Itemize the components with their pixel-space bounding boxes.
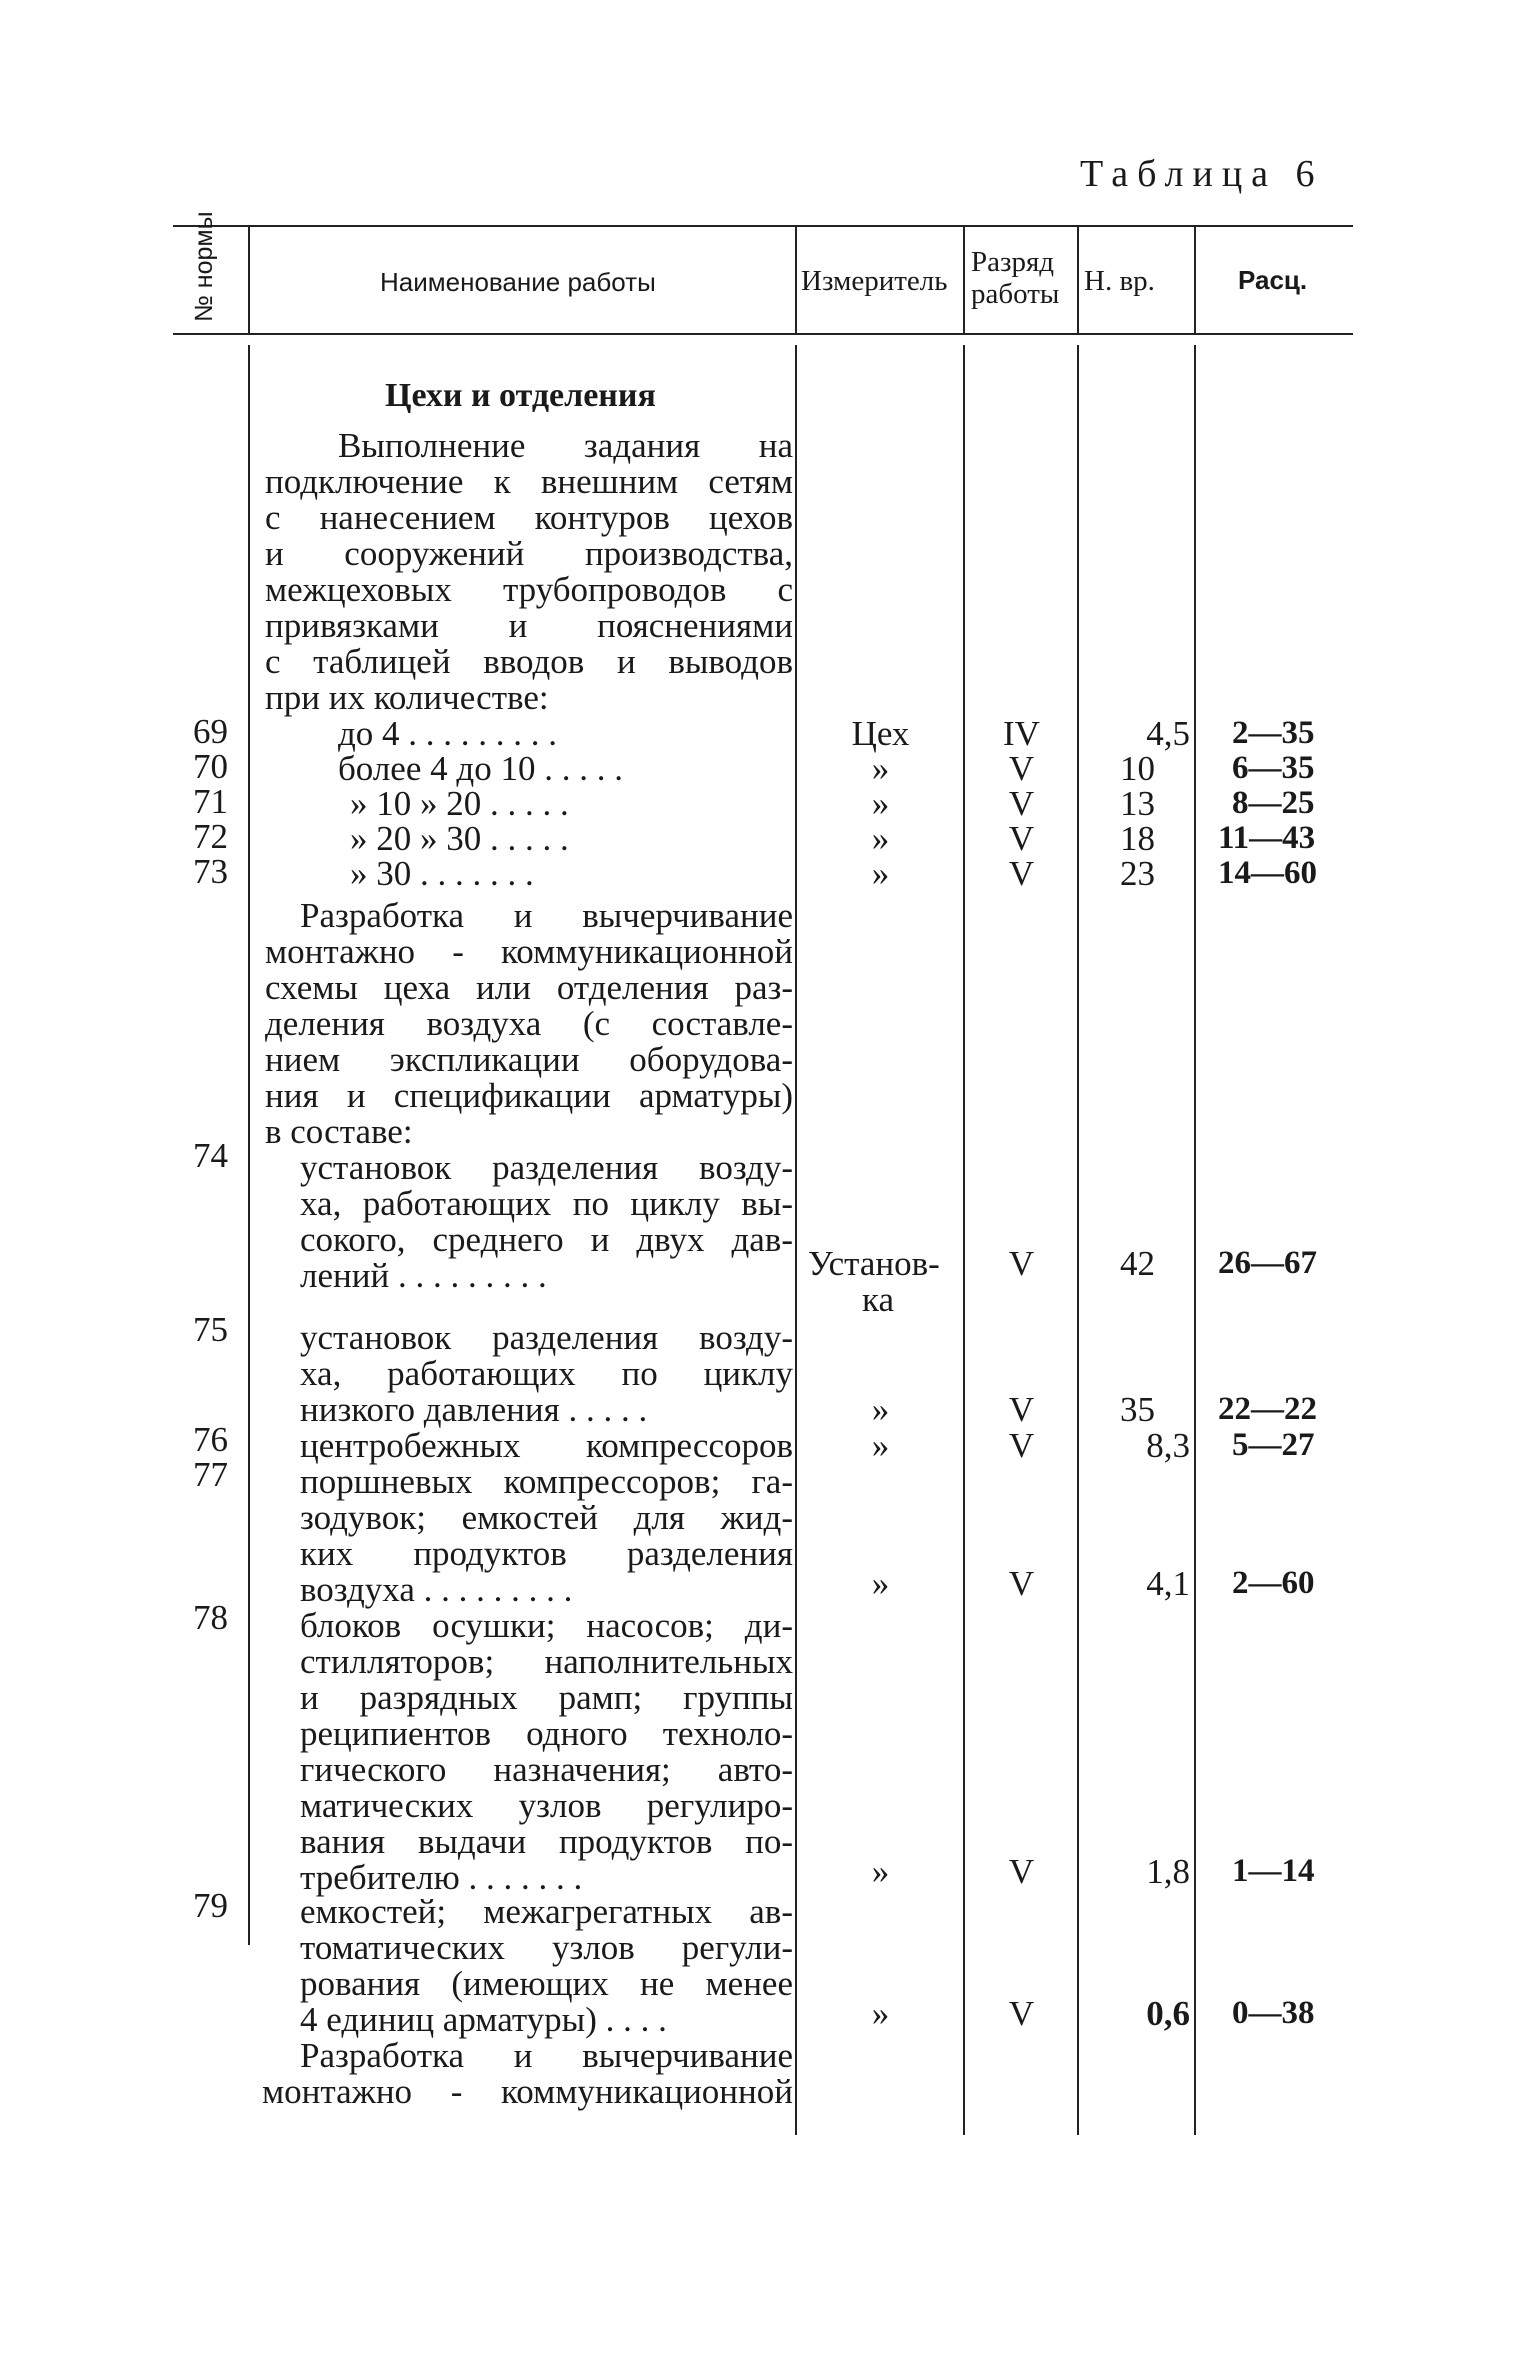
- work-description: матических узлов регулиро-: [300, 1786, 793, 1825]
- section-title: Цехи и отделения: [385, 377, 656, 414]
- grade-cell: V: [1008, 784, 1035, 823]
- work-description: » 20 » 30 . . . . .: [350, 819, 569, 858]
- intro-line: с нанесением контуров цехов: [265, 498, 793, 537]
- norm-number: 69: [193, 712, 228, 751]
- column-rule: [963, 345, 965, 2135]
- work-description: емкостей; межагрегатных ав-: [300, 1892, 793, 1931]
- time-cell: 0,6: [1146, 1994, 1190, 2033]
- header-top-rule: [173, 225, 1353, 227]
- time-cell: 1,8: [1146, 1852, 1190, 1891]
- header-divider: [1077, 226, 1079, 334]
- measure-cell: »: [871, 1426, 890, 1465]
- grade-cell: V: [1008, 749, 1035, 788]
- intro-line: Разработка и вычерчивание: [300, 896, 793, 935]
- pay-cell: 8—25: [1232, 785, 1315, 821]
- time-cell: 13: [1120, 784, 1155, 823]
- measure-cell: »: [871, 749, 890, 788]
- work-description: рования (имеющих не менее: [300, 1964, 793, 2003]
- header-divider: [963, 226, 965, 334]
- time-cell: 8,3: [1146, 1426, 1190, 1465]
- time-cell: 10: [1120, 749, 1155, 788]
- work-description: центробежных компрессоров: [300, 1426, 793, 1465]
- grade-cell: V: [1008, 1390, 1035, 1429]
- time-cell: 18: [1120, 819, 1155, 858]
- grade-cell: V: [1008, 1244, 1035, 1283]
- intro-line: в составе:: [265, 1112, 413, 1151]
- measure-cell: »: [871, 1994, 890, 2033]
- header-norm-no: № нормы: [190, 211, 218, 322]
- pay-cell: 11—43: [1218, 820, 1316, 856]
- work-description: » 10 » 20 . . . . .: [350, 784, 569, 823]
- norm-number: 79: [193, 1886, 228, 1925]
- grade-cell: V: [1008, 1852, 1035, 1891]
- work-description: вания выдачи продуктов по-: [300, 1822, 793, 1861]
- tail-line: монтажно - коммуникационной: [262, 2072, 793, 2111]
- pay-cell: 0—38: [1232, 1995, 1315, 2031]
- time-cell: 4,1: [1146, 1564, 1190, 1603]
- pay-cell: 14—60: [1218, 855, 1317, 891]
- pay-cell: 26—67: [1218, 1245, 1317, 1281]
- work-description: лений . . . . . . . . .: [300, 1256, 547, 1295]
- intro-line: Выполнение задания на: [338, 426, 793, 465]
- column-rule: [1194, 345, 1196, 2135]
- norm-number: 76: [193, 1420, 228, 1459]
- norm-number: 74: [193, 1136, 228, 1175]
- norm-number: 73: [193, 852, 228, 891]
- time-cell: 23: [1120, 854, 1155, 893]
- norm-number: 78: [193, 1598, 228, 1637]
- work-description: и разрядных рамп; группы: [300, 1678, 793, 1717]
- grade-cell: V: [1008, 819, 1035, 858]
- header-bottom-rule: [173, 333, 1353, 335]
- pay-cell: 5—27: [1232, 1427, 1315, 1463]
- work-description: ха, работающих по циклу: [300, 1354, 793, 1393]
- intro-line: подключение к внешним сетям: [265, 462, 793, 501]
- column-rule: [795, 345, 797, 2135]
- tail-line: Разработка и вычерчивание: [300, 2036, 793, 2075]
- header-name: Наименование работы: [380, 267, 656, 297]
- work-description: воздуха . . . . . . . . .: [300, 1570, 573, 1609]
- work-description: » 30 . . . . . . .: [350, 854, 534, 893]
- grade-cell: V: [1008, 1426, 1035, 1465]
- measure-cell: »: [871, 1390, 890, 1429]
- measure-cell: »: [871, 854, 890, 893]
- header-grade-line1: Разряд: [971, 246, 1055, 278]
- header-pay: Расц.: [1238, 265, 1308, 295]
- time-cell: 35: [1120, 1390, 1155, 1429]
- intro-line: привязками и пояснениями: [265, 606, 793, 645]
- header-measure: Измеритель: [801, 265, 948, 297]
- time-cell: 42: [1120, 1244, 1155, 1283]
- norm-number: 75: [193, 1310, 228, 1349]
- work-description: поршневых компрессоров; га-: [300, 1462, 793, 1501]
- measure-cell: »: [871, 784, 890, 823]
- work-description: ких продуктов разделения: [300, 1534, 793, 1573]
- norm-number: 71: [193, 782, 228, 821]
- work-description: стилляторов; наполнительных: [300, 1642, 793, 1681]
- column-rule: [248, 345, 250, 1945]
- work-description: низкого давления . . . . .: [300, 1390, 648, 1429]
- intro-line: ния и спецификации арматуры): [265, 1076, 793, 1115]
- intro-line: межцеховых трубопроводов с: [265, 570, 793, 609]
- header-time: Н. вр.: [1084, 265, 1155, 297]
- measure-cell: Цех: [851, 714, 910, 753]
- work-description: 4 единиц арматуры) . . . .: [300, 2000, 667, 2039]
- work-description: требителю . . . . . . .: [300, 1858, 583, 1897]
- pay-cell: 22—22: [1218, 1391, 1317, 1427]
- grade-cell: V: [1008, 854, 1035, 893]
- norm-number: 72: [193, 817, 228, 856]
- work-description: гического назначения; авто-: [300, 1750, 793, 1789]
- measure-cell: »: [871, 1852, 890, 1891]
- intro-line: схемы цеха или отделения раз-: [265, 968, 793, 1007]
- table-caption: Таблица 6: [1080, 153, 1324, 195]
- norm-number: 77: [193, 1455, 228, 1494]
- header-divider: [1194, 226, 1196, 334]
- header-divider: [248, 226, 250, 334]
- intro-line: при их количестве:: [265, 678, 549, 717]
- grade-cell: IV: [1003, 714, 1040, 753]
- work-description: установок разделения возду-: [300, 1318, 793, 1357]
- header-grade-line2: работы: [971, 278, 1060, 310]
- work-description: более 4 до 10 . . . . .: [338, 749, 623, 788]
- pay-cell: 2—60: [1232, 1565, 1315, 1601]
- pay-cell: 2—35: [1232, 715, 1315, 751]
- work-description: реципиентов одного техноло-: [300, 1714, 793, 1753]
- pay-cell: 6—35: [1232, 750, 1315, 786]
- work-description: блоков осушки; насосов; ди-: [300, 1606, 793, 1645]
- measure-cell: »: [871, 819, 890, 858]
- grade-cell: V: [1008, 1994, 1035, 2033]
- intro-line: и сооружений производства,: [265, 534, 793, 573]
- work-description: ха, работающих по циклу вы-: [300, 1184, 793, 1223]
- work-description: зодувок; емкостей для жид-: [300, 1498, 793, 1537]
- work-description: до 4 . . . . . . . . .: [338, 714, 558, 753]
- work-description: сокого, среднего и двух дав-: [300, 1220, 793, 1259]
- pay-cell: 1—14: [1232, 1853, 1315, 1889]
- measure-cell: Установ-: [808, 1244, 940, 1283]
- norm-number: 70: [193, 747, 228, 786]
- column-rule: [1077, 345, 1079, 2135]
- measure-cell: ка: [862, 1280, 895, 1319]
- grade-cell: V: [1008, 1564, 1035, 1603]
- work-description: установок разделения возду-: [300, 1148, 793, 1187]
- time-cell: 4,5: [1146, 714, 1190, 753]
- intro-line: нием экспликации оборудова-: [265, 1040, 793, 1079]
- measure-cell: »: [871, 1564, 890, 1603]
- work-description: томатических узлов регули-: [300, 1928, 793, 1967]
- intro-line: монтажно - коммуникационной: [265, 932, 793, 971]
- intro-line: с таблицей вводов и выводов: [265, 642, 793, 681]
- header-divider: [795, 226, 797, 334]
- intro-line: деления воздуха (с составле-: [265, 1004, 793, 1043]
